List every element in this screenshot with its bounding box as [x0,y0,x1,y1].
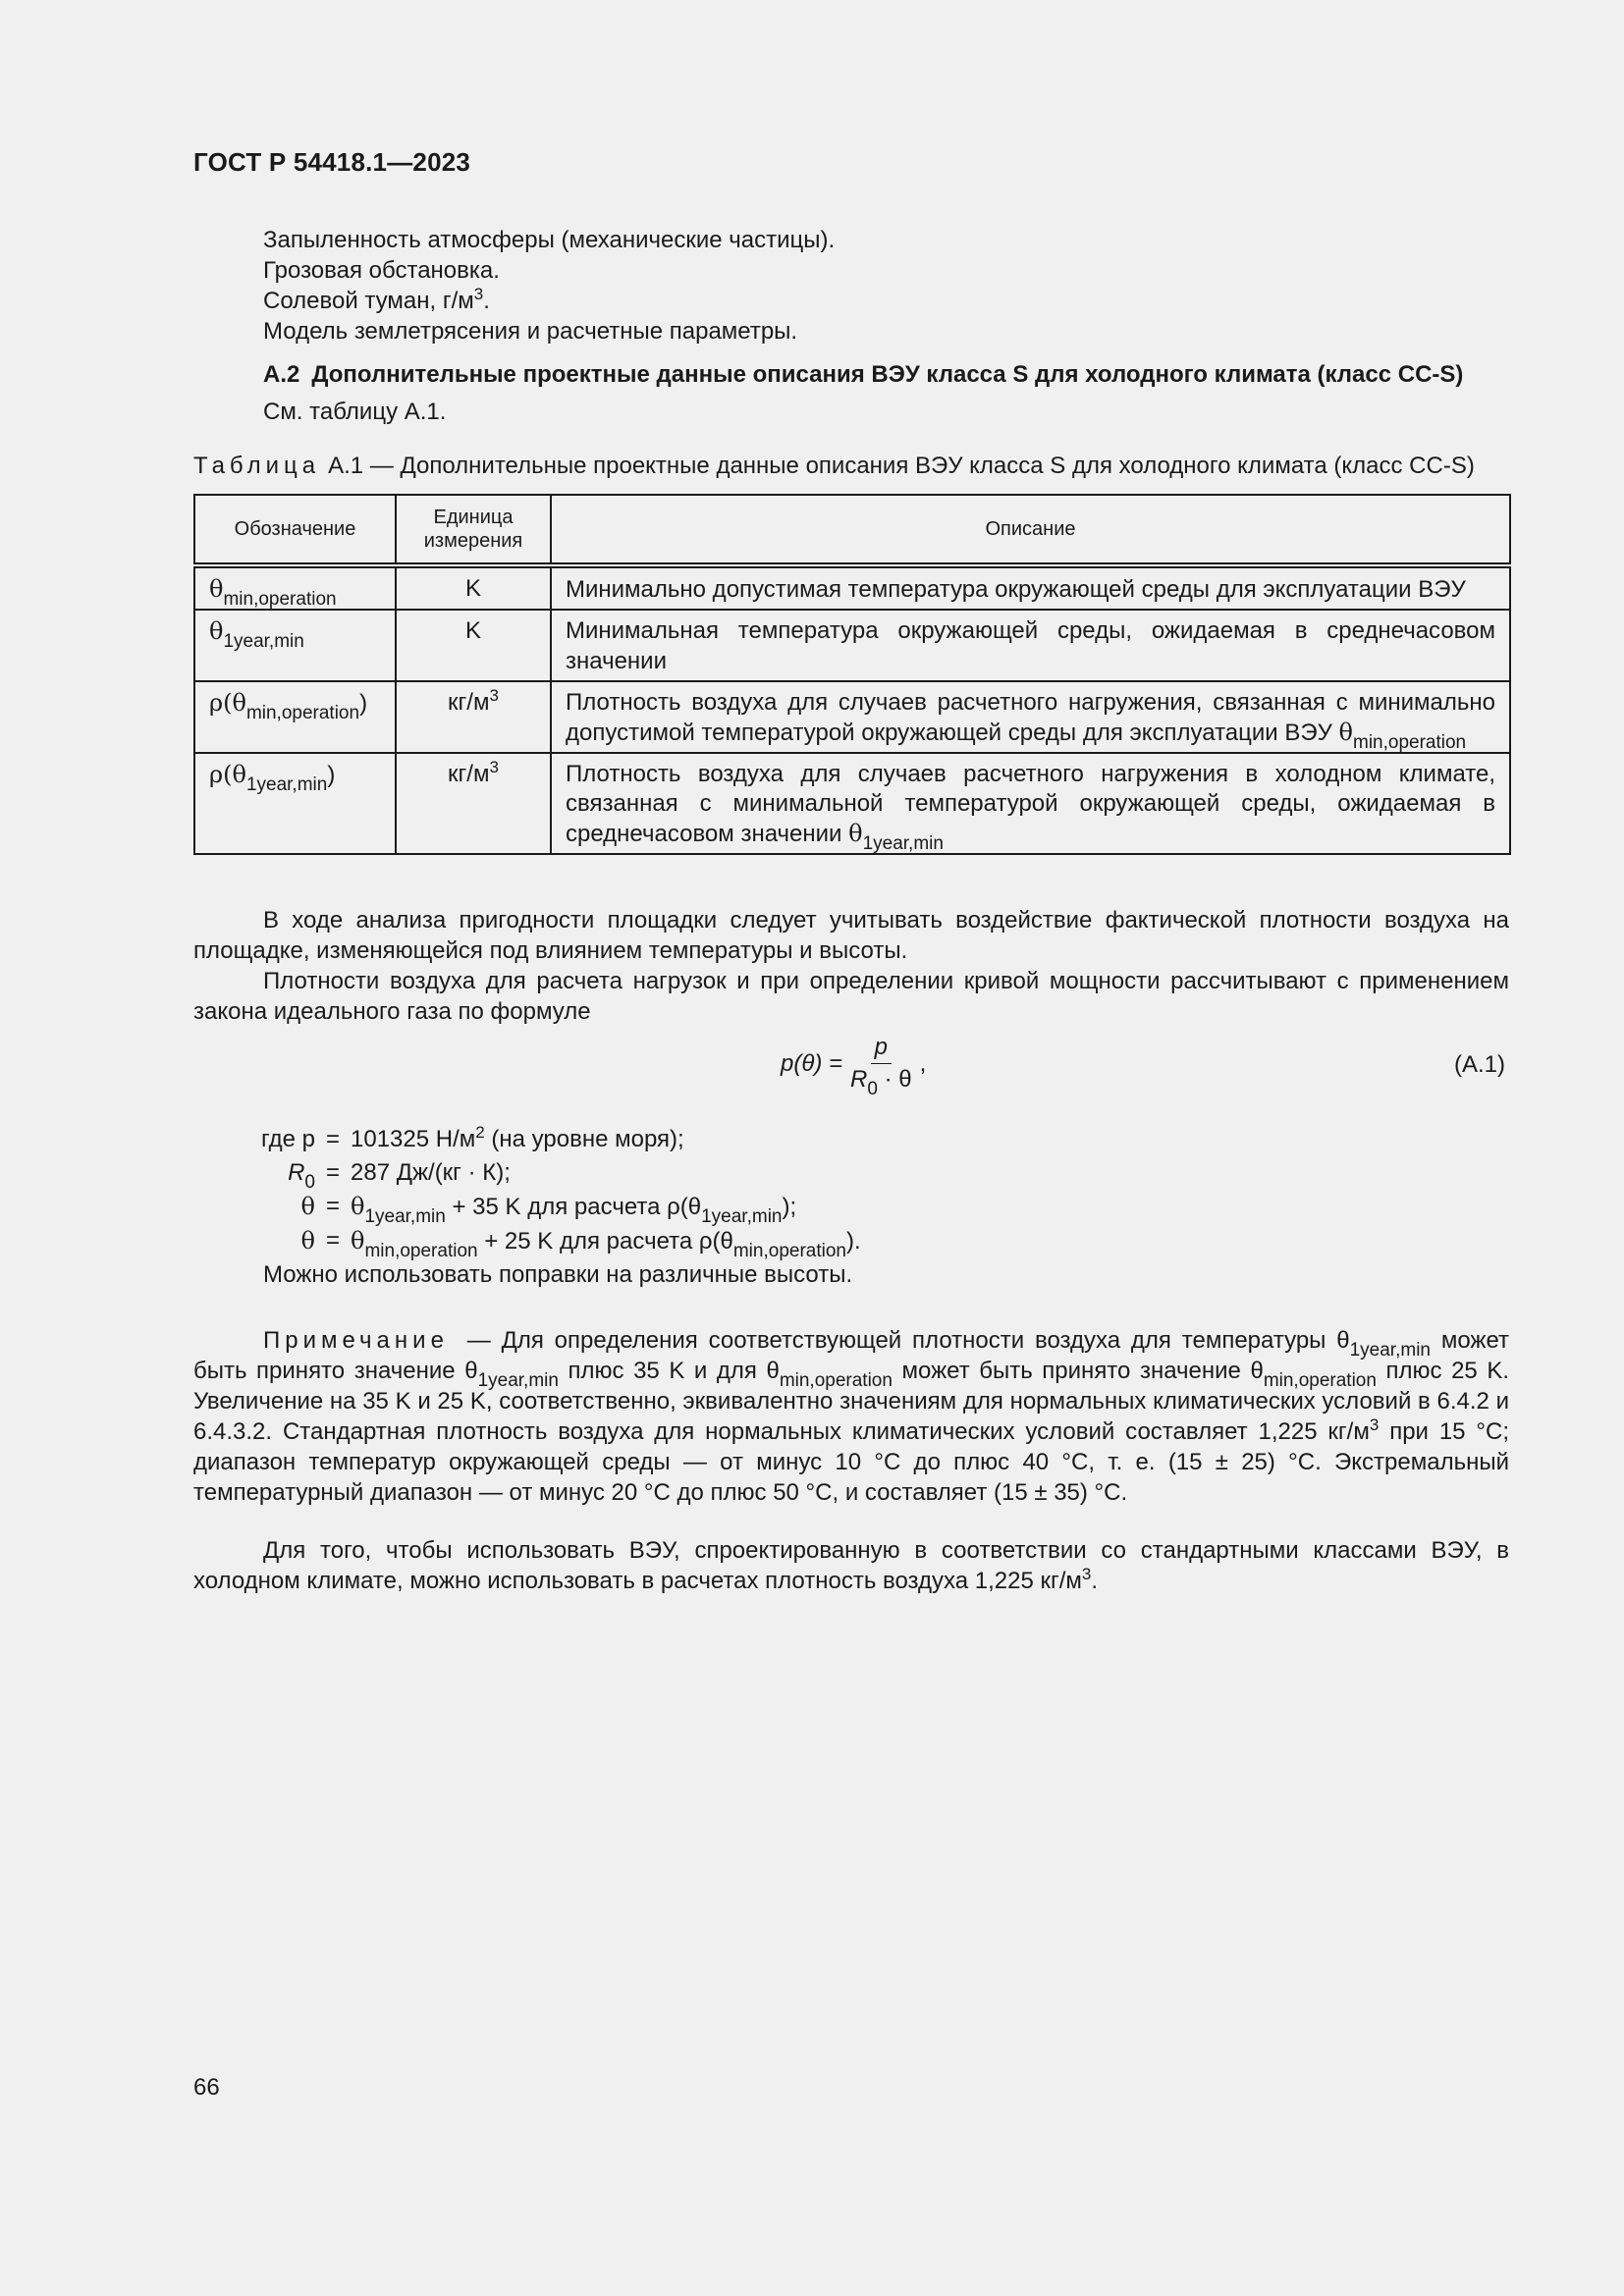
symbol-cell: $\rho(\theta_{1year,min})$ [194,753,396,854]
intro-lines [263,225,835,347]
formula-denominator: $R_0 \cdot \theta$ [850,1066,912,1099]
table-row [194,565,1510,610]
symbol-cell: $\rho(\theta_{min,operation})$ [194,681,396,753]
legend-row: Можно использовать поправки на различные высоты. [263,1261,853,1288]
table-row [194,681,1510,753]
header-unit: Единица измерения [396,495,551,565]
unit-cell: $кг/м^3$ [396,753,551,854]
legend-row: θ = $\theta_{min,operation} + 25$ K для расчета $\rho(\theta_{min,operation})$. [300,1227,861,1261]
unit-cell: $кг/м^3$ [396,681,551,753]
table-row [194,610,1510,681]
header-description: Описание [551,495,1510,565]
description-cell: Плотность воздуха для случаев расчетного нагружения в холодном климате, связанная с минимальной температурой окружающей среды, ожидаемая в среднечасовом значении $\theta_{1year,min}$ [551,753,1510,854]
formula-numerator: p [871,1034,892,1064]
section-title: Дополнительные проектные данные описания ВЭУ класса S для холодного климата (класс СС-S) [311,361,1464,388]
legend-row: $R_0$ = 287 Дж/(кг · К); [288,1159,511,1193]
unit-cell: K [396,565,551,610]
formula-a1: p(θ) = $\frac{p}{R_0 \cdot \theta}$ , [781,1034,927,1099]
table-caption: Таблица А.1 — Дополнительные проектные данные описания ВЭУ класса S для холодного климата (класс СС-S) [193,453,1475,479]
design-data-table [193,494,1511,855]
final-paragraph: Для того, чтобы использовать ВЭУ, спроектированную в соответствии со стандартными классами ВЭУ, в холодном климате, можно использовать в расчетах плотность воздуха 1,225 $кг/м^3$. [193,1537,1509,1594]
table-header-row [194,495,1510,565]
paragraph-site-analysis: В ходе анализа пригодности площадки следует учитывать воздействие фактической плотности воздуха на площадке, изменяющейся под влиянием температуры и высоты. [193,907,1509,964]
document-header: ГОСТ Р 54418.1—2023 [193,147,471,177]
legend-row: где p = 101325 $Н/м^2$ (на уровне моря); [260,1123,684,1152]
description-cell: Минимально допустимая температура окружающей среды для эксплуатации ВЭУ [551,565,1510,610]
table-reference: См. таблицу А.1. [263,399,447,425]
section-heading [263,361,1463,389]
description-cell: Минимальная температура окружающей среды, ожидаемая в среднечасовом значении [551,610,1510,681]
page-number: 66 [193,2074,220,2101]
unit-cell: K [396,610,551,681]
formula-lhs: p(θ) = [781,1049,843,1077]
formula-legend [199,1123,861,1292]
note-paragraph: Примечание — Для определения соответствующей плотности воздуха для температуры $\theta_{1year,min}$ может быть принято значение $\theta_{1year,min}$ плюс 35 K и для $\theta_{min,operation}$ может быть принято значение $\theta_{min,operation}$ плюс 25 K. Увеличение на 35 K и 25 K, соответственно, эквивалентно значениям для нормальных климатических условий в 6.4.2 и 6.4.3.2. Стандартная плотность воздуха для нормальных климатических условий составляет 1,225 $кг/м^3$ при 15 °C; диапазон температур окружающей среды — от минус 10 °C до плюс 40 °C, т. е. (15 ± 25) °C. Экстремальный температурный диапазон — от минус 20 °C до плюс 50 °C, и составляет (15 ± 35) °C. [193,1327,1510,1506]
table-row [194,753,1510,854]
description-cell: Плотность воздуха для случаев расчетного нагружения, связанная с минимально допустимой температурой окружающей среды для эксплуатации ВЭУ $\theta_{min,operation}$ [551,681,1510,753]
header-designation: Обозначение [194,495,396,565]
intro-line: Запыленность атмосферы (механические частицы). [263,227,836,253]
paragraph-air-density: Плотности воздуха для расчета нагрузок и при определении кривой мощности рассчитывают с применением закона идеального газа по формуле [193,968,1509,1025]
section-number: А.2 [263,361,300,388]
intro-line: Солевой туман, $г/м^3$. [263,285,490,314]
formula-number: (А.1) [1454,1051,1506,1078]
symbol-cell: $\theta_{min,operation}$ [194,565,396,610]
legend-row: θ = $\theta_{1year,min} + 35$ K для расчета $\rho(\theta_{1year,min})$; [300,1193,797,1227]
formula-fraction [846,1034,916,1099]
intro-line: Модель землетрясения и расчетные параметры. [263,318,798,345]
symbol-cell: $\theta_{1year,min}$ [194,610,396,681]
intro-line: Грозовая обстановка. [263,257,500,284]
